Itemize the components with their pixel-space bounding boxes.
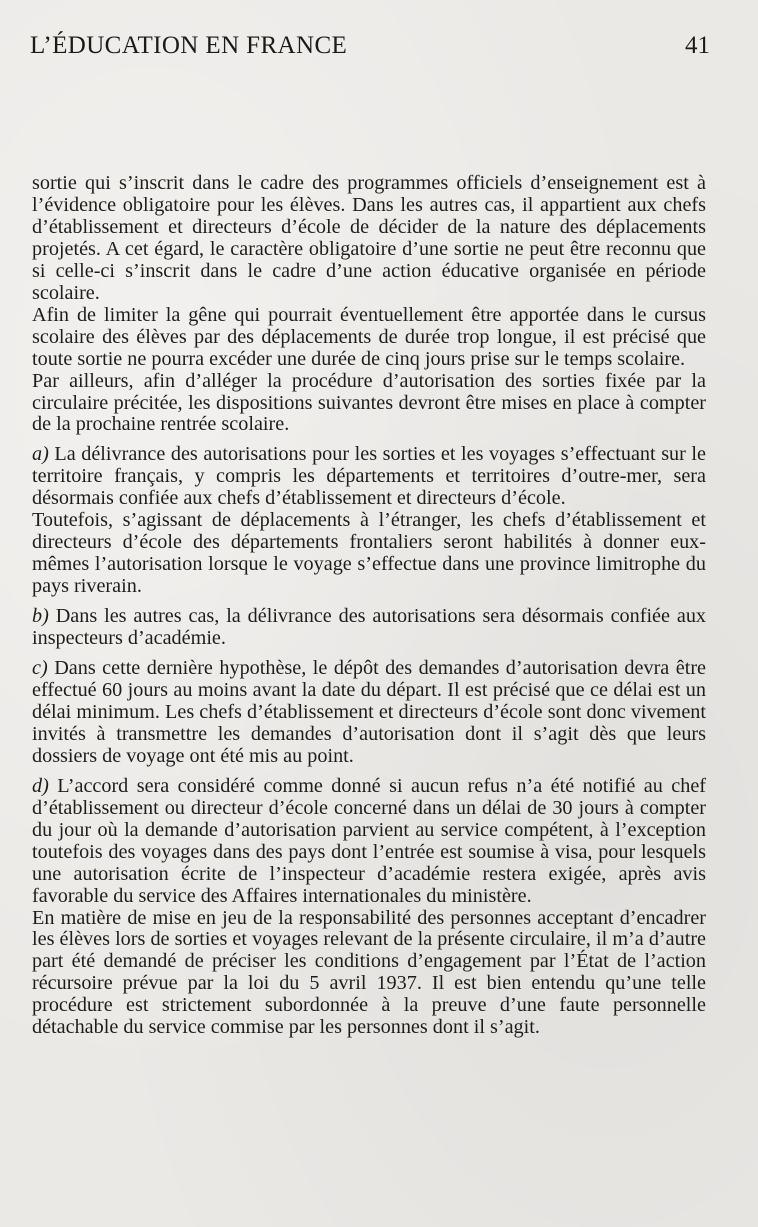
item-letter: c) [32,657,48,680]
paragraph-text: Dans cette dernière hypothèse, le dépôt des demandes d’autorisation devra être effectué 60 jours au moins avant la date du départ. Il est précisé que ce délai est un délai minimum. Les chefs d’établissement et directeurs d’école sont donc vivement invités à transmettre les demandes d’autorisation dont il s’agit dès que leurs dossiers de voyage ont été mis au point. [32,657,706,767]
paragraph [32,305,706,371]
item-letter: d) [32,774,49,797]
list-item-b [32,606,706,650]
running-head-title: L’ÉDUCATION EN FRANCE [30,32,348,59]
paragraph-text: Par ailleurs, afin d’alléger la procédure d’autorisation des sorties fixée par la circulaire précitée, les dispositions suivantes devront être mises en place à compter de la prochaine rentrée scolaire. [32,369,706,436]
paragraph [32,371,706,437]
paragraph-text: Afin de limiter la gêne qui pourrait éventuellement être apportée dans le cursus scolaire des élèves par des déplacements de durée trop longue, il est précisé que toute sortie ne pourra excéder une durée de cinq jours prise sur le temps scolaire. [32,303,706,370]
paragraph [32,173,706,305]
paragraph-text: Toutefois, s’agissant de déplacements à l’étranger, les chefs d’établissement et directeurs d’école des départements frontaliers seront habilités à donner eux-mêmes l’autorisation lorsque le voyage s’effectue dans une province limitrophe du pays riverain. [32,509,706,598]
list-item-a [32,444,706,510]
page-number: 41 [685,32,710,59]
paragraph-text: sortie qui s’inscrit dans le cadre des programmes officiels d’enseignement est à l’évidence obligatoire pour les élèves. Dans les autres cas, il appartient aux chefs d’établissement et directeurs d’école de décider de la nature des déplacements projetés. A cet égard, le caractère obligatoire d’une sortie ne peut être reconnu que si celle-ci s’inscrit dans le cadre d’une action éducative organisée en période scolaire. [32,172,706,304]
paragraph [32,510,706,598]
paragraph [32,908,706,1040]
item-letter: a) [32,443,49,466]
paragraph-text: La délivrance des autorisations pour les sorties et les voyages s’effectuant sur le territoire français, y compris les départements et territoires d’outre-mer, sera désormais confiée aux chefs d’établissement et directeurs d’école. [32,443,706,510]
body-text [32,173,706,1039]
list-item-d [32,776,706,908]
paragraph-text: L’accord sera considéré comme donné si aucun refus n’a été notifié au chef d’établissement ou directeur d’école concerné dans un délai de 30 jours à compter du jour où la demande d’autorisation parvient au service compétent, à l’exception toutefois des voyages dans des pays dont l’entrée est soumise à visa, pour lesquels une autorisation écrite de l’inspecteur d’académie restera exigée, après avis favorable du service des Affaires internationales du ministère. [32,774,706,907]
paragraph-text: Dans les autres cas, la délivrance des autorisations sera désormais confiée aux inspecteurs d’académie. [32,605,707,650]
paragraph-text: En matière de mise en jeu de la responsabilité des personnes acceptant d’encadrer les élèves lors de sorties et voyages relevant de la présente circulaire, il m’a d’autre part été demandé de préciser les conditions d’engagement par l’État de l’action récursoire prévue par la loi du 5 avril 1937. Il est bien entendu qu’une telle procédure est strictement subordonnée à la preuve d’une faute personnelle détachable du service commise par les personnes dont il s’agit. [32,906,706,1039]
list-item-c [32,658,706,768]
item-letter: b) [32,605,49,628]
